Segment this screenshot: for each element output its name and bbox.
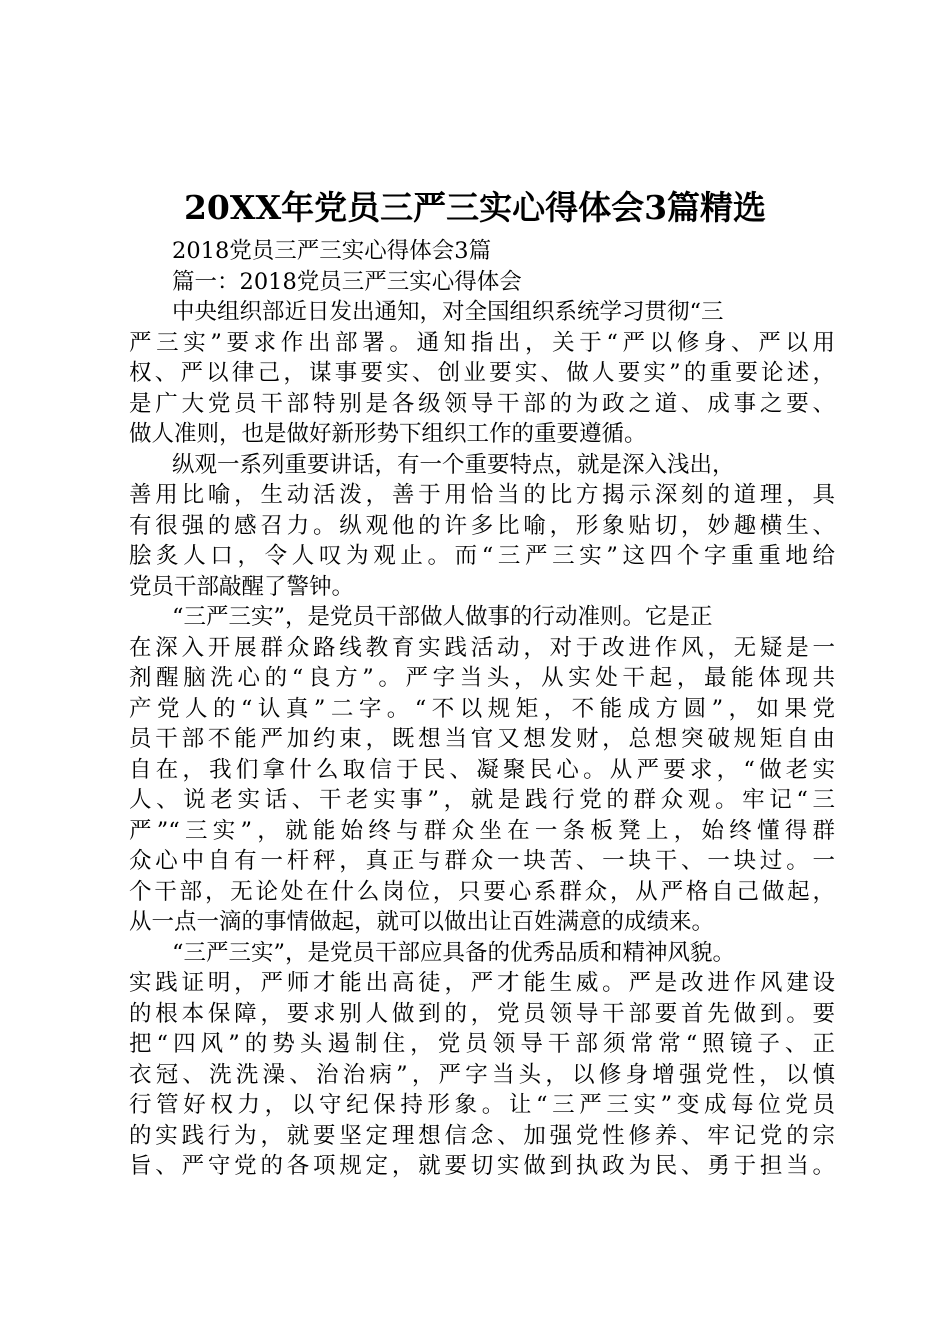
paragraph-line: 众心中自有一杆秤，真正与群众一块苦、一块干、一块过。一 [129, 848, 835, 874]
paragraph-line: “三严三实”，是党员干部应具备的优秀品质和精神风貌。 [172, 939, 736, 966]
paragraph-line: 的实践行为，就要坚定理想信念、加强党性修养、牢记党的宗 [129, 1122, 835, 1149]
document-body [129, 236, 835, 1182]
paragraph-line: 的根本保障，要求别人做到的，党员领导干部要首先做到。要 [129, 1000, 835, 1027]
paragraph-line: 产党人的“认真”二字。“不以规矩，不能成方圆”，如果党 [129, 695, 835, 722]
paragraph-line: 实践证明，严师才能出高徒，严才能生威。严是改进作风建设 [129, 970, 835, 996]
paragraph-line: 是广大党员干部特别是各级领导干部的为政之道、成事之要、 [129, 390, 835, 417]
document-subtitle: 2018党员三严三实心得体会3篇 [172, 238, 492, 264]
paragraph [129, 450, 835, 603]
paragraph-line: 行管好权力，以守纪保持形象。让“三严三实”变成每位党员 [129, 1092, 835, 1118]
paragraph [129, 938, 835, 1182]
paragraph-line: 自在，我们拿什么取信于民、凝聚民心。从严要求，“做老实 [129, 756, 835, 783]
paragraph-line: 善用比喻，生动活泼，善于用恰当的比方揭示深刻的道理，具 [129, 482, 835, 508]
paragraph-line: 做人准则，也是做好新形势下组织工作的重要遵循。 [129, 421, 647, 447]
paragraph-line: 党员干部敲醒了警钟。 [129, 573, 355, 600]
paragraph-line: 剂醒脑洗心的“良方”。严字当头，从实处干起，最能体现共 [129, 665, 835, 691]
paragraph-line: 衣冠、洗洗澡、治治病”，严字当头，以修身增强党性，以慎 [129, 1061, 835, 1088]
paragraph [129, 602, 835, 938]
paragraph-line: 员干部不能严加约束，既想当官又想发财，总想突破规矩自由 [129, 726, 835, 752]
paragraph-line: 有很强的感召力。纵观他的许多比喻，形象贴切，妙趣横生、 [129, 512, 835, 539]
paragraph-line: 严”“三实”，就能始终与群众坐在一条板凳上，始终懂得群 [129, 817, 835, 844]
paragraph-line: 旨、严守党的各项规定，就要切实做到执政为民、勇于担当。 [129, 1153, 835, 1179]
paragraph-line: 把“四风”的势头遏制住，党员领导干部须常常“照镜子、正 [129, 1031, 835, 1057]
paragraph-line: 严三实”要求作出部署。通知指出，关于“严以修身、严以用 [129, 329, 835, 356]
paragraph-line: 权、严以律己，谋事要实、创业要实、做人要实”的重要论述， [129, 360, 835, 386]
paragraph-line: 从一点一滴的事情做起，就可以做出让百姓满意的成绩来。 [129, 909, 715, 935]
paragraph-line: 个干部，无论处在什么岗位，只要心系群众，从严格自己做起， [129, 878, 835, 905]
paragraph-line: 在深入开展群众路线教育实践活动，对于改进作风，无疑是一 [129, 634, 835, 661]
paragraph-line: 中央组织部近日发出通知，对全国组织系统学习贯彻“三 [172, 299, 724, 325]
paragraph-line: 人、说老实话、干老实事”，就是践行党的群众观。牢记“三 [129, 787, 835, 813]
paragraph-line: 纵观一系列重要讲话，有一个重要特点，就是深入浅出， [172, 451, 735, 478]
paragraph-line: 脍炙人口，令人叹为观止。而“三严三实”这四个字重重地给 [129, 543, 835, 569]
paragraph [129, 297, 835, 450]
document-title: 20XX年党员三严三实心得体会3篇精选 [183, 188, 767, 227]
section-heading: 篇一：2018党员三严三实心得体会 [172, 268, 522, 295]
paragraph-line: “三严三实”，是党员干部做人做事的行动准则。它是正 [172, 604, 713, 630]
